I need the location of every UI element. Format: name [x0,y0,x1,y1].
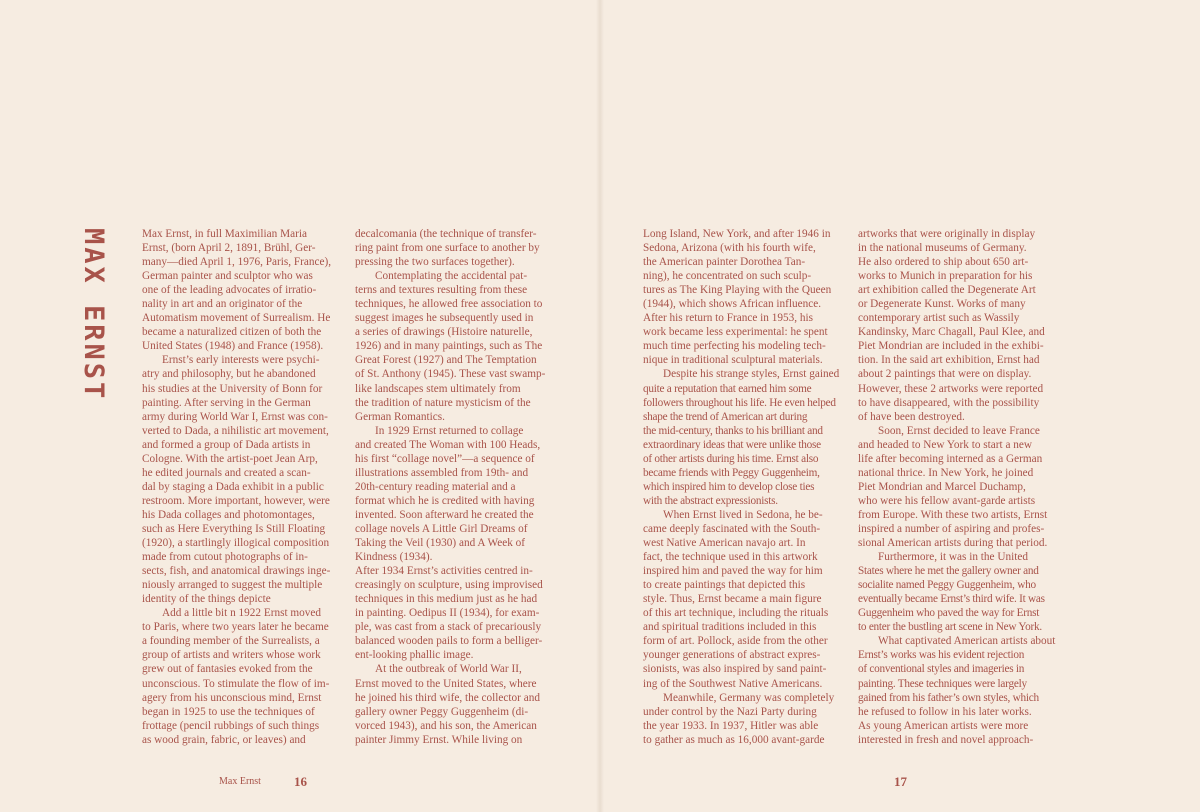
text-line: Kandinsky, Marc Chagall, Paul Klee, and [858,326,1045,339]
text-line: balanced wooden pails to form a belliger- [355,635,543,648]
text-line: or Degenerate Kunst. Works of many [858,298,1026,311]
text-line: and formed a group of Dada artists in [142,438,311,451]
text-line: painting. After serving in the German [142,396,311,409]
text-line: restroom. More important, however, were [142,494,330,507]
text-line: invented. Soon afterward he created the [355,508,534,521]
text-line: Automatism movement of Surrealism. He [142,312,331,325]
text-line: to create paintings that depicted this [643,579,806,592]
text-line: However, these 2 artworks were reported [858,382,1044,395]
text-line: began in 1925 to use the techniques of [142,705,315,718]
text-line: Contemplating the accidental pat- [375,270,528,283]
text-column-4 [858,227,1072,747]
text-line: a founding member of the Surrealists, a [142,635,320,648]
text-line: west Native American navajo art. In [643,537,806,550]
text-line: ent-looking phallic image. [355,649,474,662]
text-line: he edited journals and created a scan- [142,466,311,479]
text-line: What captivated American artists about [878,635,1056,648]
page-number-right: 17 [894,774,907,789]
text-line: frottage (pencil rubbings of such things [142,719,320,732]
text-line: German Romantics. [355,410,445,423]
text-line: After his return to France in 1953, his [643,312,813,325]
text-line: suggest images he subsequently used in [355,312,534,325]
text-line: one of the leading advocates of irratio- [142,284,317,297]
text-line: verted to Dada, a nihilistic art movement, [142,424,329,437]
text-line: army during World War I, Ernst was con- [142,410,328,423]
text-line: under control by the Nazi Party during [643,705,817,718]
text-line: artworks that were originally in display [858,228,1036,240]
text-line: much time perfecting his modeling tech- [643,340,826,353]
text-line: his first “collage novel”—a sequence of [355,452,535,465]
text-line: Great Forest (1927) and The Temptation [355,354,537,367]
text-line: about 2 paintings that were on display. [858,368,1032,381]
text-line: gallery owner Peggy Guggenheim (di- [355,705,529,718]
text-line: In 1929 Ernst returned to collage [375,424,524,437]
text-line: younger generations of abstract expres- [643,649,821,662]
text-line: which inspired him to develop close ties [643,480,815,493]
text-line: of other artists during his time. Ernst also [643,452,819,465]
text-line: painting. These techniques were largely [858,677,1027,690]
text-line: the year 1933. In 1937, Hitler was able [643,719,819,732]
text-column-3 [643,227,857,747]
text-line: the American painter Dorothea Tan- [643,256,806,269]
text-line: national thrice. In New York, he joined [858,466,1034,479]
text-line: and created The Woman with 100 Heads, [355,438,541,451]
text-line: identity of the things depicte [142,593,271,606]
text-line: socialite named Peggy Guggenheim, who [858,579,1036,592]
text-line: Max Ernst, in full Maximilian Maria [142,228,307,240]
text-line: Despite his strange styles, Ernst gained [663,368,840,381]
text-line: made from cutout photographs of in- [142,551,308,564]
text-line: became friends with Peggy Guggenheim, [643,466,820,479]
text-line: fact, the technique used in this artwork [643,551,818,564]
text-line: art exhibition called the Degenerate Art [858,284,1036,297]
text-line: from Europe. With these two artists, Ernst [858,508,1048,521]
text-line: Cologne. With the artist-poet Jean Arp, [142,452,318,465]
text-line: Taking the Veil (1930) and A Week of [355,537,526,550]
text-line: techniques in this medium just as he had [355,593,538,606]
text-line: tion. In the said art exhibition, Ernst had [858,354,1040,367]
text-line: Furthermore, it was in the United [878,551,1028,564]
text-line: Sedona, Arizona (with his fourth wife, [643,242,816,255]
text-line: shape the trend of American art during [643,410,808,423]
text-line: with the abstract expressionists. [643,494,778,507]
text-line: and headed to New York to start a new [858,438,1033,451]
text-line: sects, fish, and anatomical drawings inge- [142,565,331,578]
text-line: quite a reputation that earned him some [643,382,812,395]
text-line: such as Here Everything Is Still Floating [142,522,326,535]
text-line: style. Thus, Ernst became a main figure [643,593,822,606]
text-line: He also ordered to ship about 650 art- [858,256,1029,269]
text-line: collage novels A Little Girl Dreams of [355,522,528,535]
text-line: Long Island, New York, and after 1946 in [643,228,831,240]
text-line: life after becoming interned as a German [858,452,1043,465]
text-line: and spiritual traditions included in this [643,621,817,634]
text-line: vorced 1943), and his son, the American [355,719,537,732]
text-line: gained from his father’s own styles, which [858,691,1039,704]
text-line: sionists, was also inspired by sand paint- [643,663,827,676]
text-line: interested in fresh and novel approach- [858,733,1034,746]
page-number-left: 16 [294,774,307,789]
text-line: Piet Mondrian and Marcel Duchamp, [858,480,1026,493]
text-line: As young American artists were more [858,719,1029,732]
page-gutter [596,0,604,812]
text-line: At the outbreak of World War II, [375,663,522,676]
text-line: the mid-century, thanks to his brilliant and [643,424,823,437]
text-line: ring paint from one surface to another by [355,242,540,255]
text-line: Meanwhile, Germany was completely [663,691,835,704]
text-line: United States (1948) and France (1958). [142,340,324,353]
text-line: ning), he concentrated on such sculp- [643,270,812,283]
text-line: group of artists and writers whose work [142,649,321,662]
text-line: to Paris, where two years later he became [142,621,329,634]
text-line: 1926) and in many paintings, such as The [355,340,543,353]
text-line: followers throughout his life. He even helped [643,396,836,409]
text-line: agery from his unconscious mind, Ernst [142,691,322,704]
text-line: to have disappeared, with the possibility [858,396,1040,409]
text-line: creasingly on sculpture, using improvised [355,579,543,592]
text-line: Add a little bit n 1922 Ernst moved [162,607,322,620]
text-line: (1944), which shows African influence. [643,298,822,311]
text-line: he joined his third wife, the collector and [355,691,540,704]
text-line: atry and philosophy, but he abandoned [142,368,316,381]
text-line: Ernst’s early interests were psychi- [162,354,320,367]
text-line: came deeply fascinated with the South- [643,522,821,535]
text-line: he refused to follow in his later works. [858,705,1032,718]
text-line: Ernst’s works was his evident rejection [858,649,1025,662]
text-line: a series of drawings (Histoire naturelle, [355,326,533,339]
text-line: format which he is credited with having [355,494,535,507]
text-line: illustrations assembled from 19th- and [355,466,529,479]
text-line: decalcomania (the technique of transfer- [355,228,537,240]
text-line: inspired a number of aspiring and profes- [858,522,1045,535]
text-line: (1920), a startlingly illogical composition [142,537,330,550]
text-line: his Dada collages and photomontages, [142,508,315,521]
text-line: his studies at the University of Bonn for [142,382,323,395]
text-line: inspired him and paved the way for him [643,565,823,578]
text-line: Ernst, (born April 2, 1891, Brühl, Ger- [142,242,316,255]
running-footer: Max Ernst [219,776,261,787]
text-line: in the national museums of Germany. [858,242,1027,255]
text-line: of conventional styles and imageries in [858,663,1025,676]
text-line: the tradition of nature mysticism of the [355,396,531,409]
text-column-2 [355,227,569,747]
text-column-1 [142,227,356,747]
text-line: as wood grain, fabric, or leaves) and [142,733,306,746]
text-line: nique in traditional sculptural materials. [643,354,823,367]
text-line: form of art. Pollock, aside from the other [643,635,828,648]
text-line: painter Jimmy Ernst. While living on [355,733,523,746]
text-line: tures as The King Playing with the Queen [643,284,832,297]
text-line: pressing the two surfaces together). [355,256,515,269]
text-line: to enter the bustling art scene in New York. [858,621,1042,634]
text-line: grew out of fantasies evoked from the [142,663,313,676]
text-line: of St. Anthony (1945). These vast swamp- [355,368,546,381]
text-line: Piet Mondrian are included in the exhibi- [858,340,1044,353]
text-line: ple, was cast from a stack of precariously [355,621,542,634]
text-line: States where he met the gallery owner and [858,565,1039,578]
text-line: German painter and sculptor who was [142,270,313,283]
text-line: of this art technique, including the rituals [643,607,829,620]
text-line: in painting. Oedipus II (1934), for exam- [355,607,540,620]
text-line: works to Munich in preparation for his [858,270,1033,283]
text-line: like landscapes stem ultimately from [355,382,521,395]
text-line: work became less experimental: he spent [643,326,828,339]
text-line: became a naturalized citizen of both the [142,326,322,339]
text-line: unconscious. To stimulate the flow of im- [142,677,330,690]
text-line: extraordinary ideas that were unlike those [643,438,821,451]
text-line: to gather as much as 16,000 avant-garde [643,733,825,746]
text-line: nality in art and an originator of the [142,298,303,311]
vertical-title: MAX ERNST [78,228,109,402]
text-line: Guggenheim who paved the way for Ernst [858,607,1040,620]
text-line: techniques, he allowed free association to [355,298,543,311]
text-line: who were his fellow avant-garde artists [858,494,1036,507]
text-line: dal by staging a Dada exhibit in a public [142,480,324,493]
text-line: Kindness (1934). [355,551,433,564]
text-line: contemporary artist such as Wassily [858,312,1020,325]
text-line: sional American artists during that period. [858,537,1048,550]
text-line: When Ernst lived in Sedona, he be- [663,508,823,521]
text-line: niously arranged to suggest the multiple [142,579,323,592]
text-line: of have been destroyed. [858,410,965,423]
text-line: Ernst moved to the United States, where [355,677,537,690]
text-line: Soon, Ernst decided to leave France [878,424,1040,437]
text-line: eventually became Ernst’s third wife. It was [858,593,1045,606]
text-line: ing of the Southwest Native Americans. [643,677,823,690]
text-line: terns and textures resulting from these [355,284,528,297]
text-line: 20th-century reading material and a [355,480,516,493]
text-line: After 1934 Ernst’s activities centred in- [355,565,533,578]
text-line: many—died April 1, 1976, Paris, France), [142,256,332,269]
